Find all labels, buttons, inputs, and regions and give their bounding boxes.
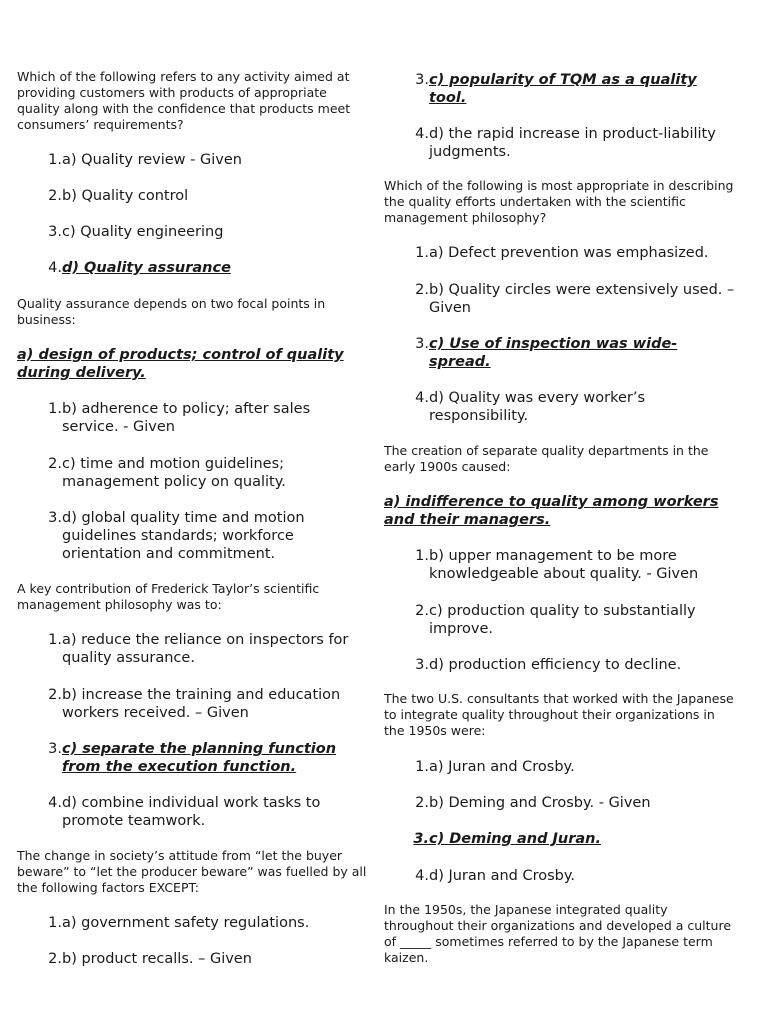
option-item: 4. d) the rapid increase in product-liability judgments. [415,126,716,160]
option-item: 2. c) time and motion guidelines; management policy on quality. [48,456,286,490]
option-item: 2. b) Quality circles were extensively used. – Given [415,282,735,316]
option-item: 4. d) combine individual work tasks to promote teamwork. [48,795,321,829]
option-item: 3. d) global quality time and motion guidelines standards; workforce orientation and commitment. [48,510,305,562]
question-text: A key contribution of Frederick Taylor’s scientific management philosophy was to: [17,581,320,612]
option-item: 1. b) upper management to be more knowledgeable about quality. - Given [415,548,699,582]
answer-heading: a) design of products; control of quality during delivery. [17,347,344,381]
question-text: Which of the following is most appropriate in describing the quality efforts undertaken with the scientific management philosophy? [384,178,734,225]
option-item: 2. b) Quality control [48,188,189,204]
question-text: The two U.S. consultants that worked with the Japanese to integrate quality throughout their organizations in the 1950s were: [384,691,734,738]
question-text: In the 1950s, the Japanese integrated quality throughout their organizations and developed a culture of _____ sometimes referred to by the Japanese term kaizen. [384,902,732,965]
option-item-answer: 3. c) Deming and Juran. [413,831,601,847]
question-text: The change in society’s attitude from “let the buyer beware” to “let the producer beware” was fuelled by all the following factors EXCEPT: [17,848,367,895]
option-item: 2. c) production quality to substantially improve. [415,603,696,637]
option-item: 1. a) government safety regulations. [48,915,310,931]
option-item: 3. c) Quality engineering [48,224,224,240]
option-item: 4. d) Quality was every worker’s responsibility. [415,390,645,424]
option-item: 1. b) adherence to policy; after sales service. - Given [48,401,311,435]
question-text: Quality assurance depends on two focal points in business: [17,296,326,327]
option-item: 2. b) product recalls. – Given [48,951,252,967]
answer-heading: a) indifference to quality among workers and their managers. [384,494,719,528]
option-item-answer: 3. c) Use of inspection was wide-spread. [415,336,678,370]
option-item: 1. a) Quality review - Given [48,152,242,168]
option-item: 1. a) Defect prevention was emphasized. [415,245,709,261]
option-item-answer: 3. c) popularity of TQM as a quality tool. [415,72,697,106]
option-item: 4. d) Juran and Crosby. [415,868,575,884]
option-item: 1. a) Juran and Crosby. [415,759,575,775]
option-item: 1. a) reduce the reliance on inspectors for quality assurance. [48,632,349,666]
option-item-answer: 3. c) separate the planning function from the execution function. [48,741,337,775]
option-item-answer: 4. d) Quality assurance [48,260,231,276]
question-text: Which of the following refers to any activity aimed at providing customers with products of appropriate quality along with the confidence that products meet consumers’ requirements? [17,69,351,132]
option-item: 2. b) Deming and Crosby. - Given [415,795,651,811]
option-item: 3. d) production efficiency to decline. [415,657,682,673]
question-text: The creation of separate quality departments in the early 1900s caused: [384,443,709,474]
option-item: 2. b) increase the training and education workers received. – Given [48,687,341,721]
